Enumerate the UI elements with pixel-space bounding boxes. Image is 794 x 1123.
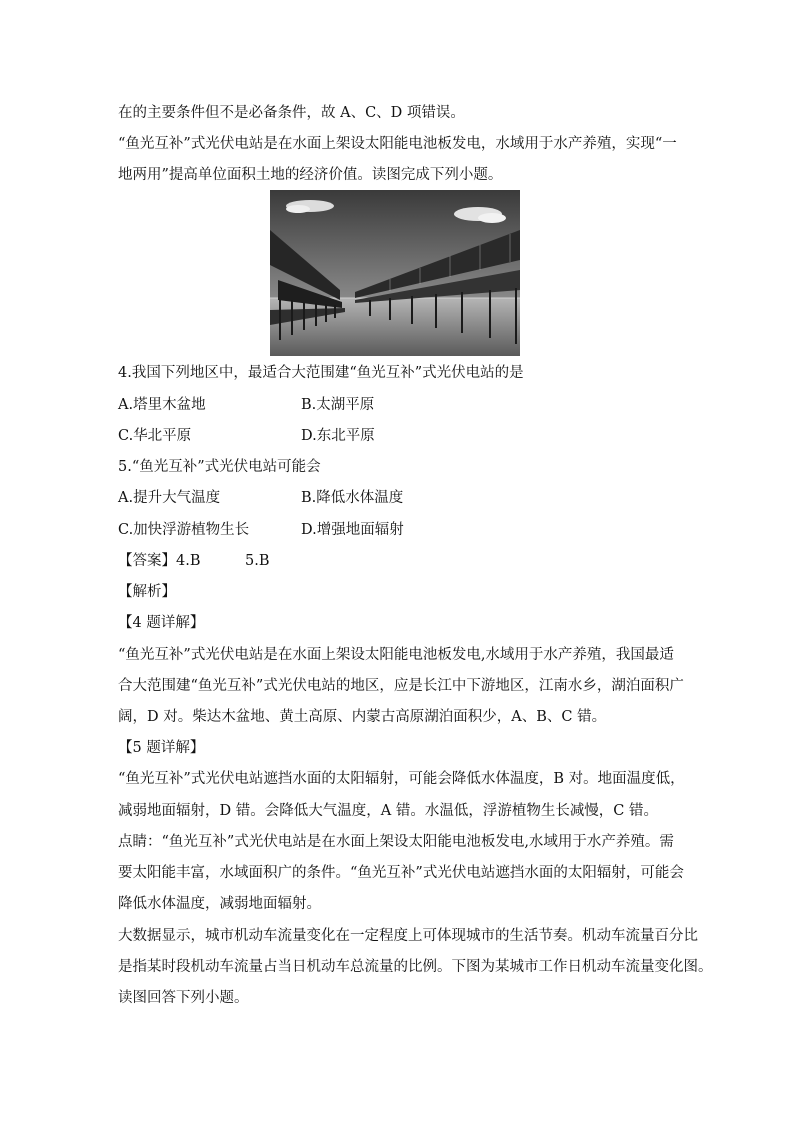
detail-5-line: 减弱地面辐射，D 错。会降低大气温度，A 错。水温低，浮游植物生长减慢，C 错。 — [118, 803, 659, 819]
question-4-option-c: C.华北平原 — [118, 428, 192, 444]
question-4-option-a: A.塔里木盆地 — [118, 397, 206, 413]
detail-4-line: “鱼光互补”式光伏电站是在水面上架设太阳能电池板发电,水域用于水产养殖，我国最适 — [118, 647, 674, 663]
detail-4-line: 合大范围建“鱼光互补”式光伏电站的地区，应是长江中下游地区，江南水乡，湖泊面积广 — [118, 678, 684, 694]
text-line: “鱼光互补”式光伏电站是在水面上架设太阳能电池板发电，水域用于水产养殖，实现“一 — [118, 136, 677, 152]
question-5-option-a: A.提升大气温度 — [118, 490, 221, 506]
question-4-option-b: B.太湖平原 — [301, 397, 375, 413]
question-5-option-d: D.增强地面辐射 — [301, 522, 404, 538]
comment-line: 要太阳能丰富，水域面积广的条件。“鱼光互补”式光伏电站遮挡水面的太阳辐射，可能会 — [118, 865, 684, 881]
question-5-option-b: B.降低水体温度 — [301, 490, 404, 506]
detail-4-heading: 【4 题详解】 — [118, 615, 205, 631]
comment-line: 降低水体温度，减弱地面辐射。 — [118, 896, 321, 912]
answer-label: 【答案】4.B — [118, 553, 201, 569]
question-4-option-d: D.东北平原 — [301, 428, 375, 444]
intro-line: 是指某时段机动车流量占当日机动车总流量的比例。下图为某城市工作日机动车流量变化图。 — [118, 959, 713, 975]
detail-5-heading: 【5 题详解】 — [118, 740, 205, 756]
intro-line: 大数据显示，城市机动车流量变化在一定程度上可体现城市的生活节奏。机动车流量百分比 — [118, 928, 698, 944]
question-4-stem: 4.我国下列地区中，最适合大范围建“鱼光互补”式光伏电站的是 — [118, 365, 524, 381]
question-5-stem: 5.“鱼光互补”式光伏电站可能会 — [118, 459, 321, 475]
text-line: 地两用”提高单位面积土地的经济价值。读图完成下列小题。 — [118, 167, 503, 183]
comment-line: 点睛：“鱼光互补”式光伏电站是在水面上架设太阳能电池板发电,水域用于水产养殖。需 — [118, 834, 674, 850]
detail-5-line: “鱼光互补”式光伏电站遮挡水面的太阳辐射，可能会降低水体温度，B 对。地面温度低， — [118, 771, 685, 787]
intro-line: 读图回答下列小题。 — [118, 990, 249, 1006]
analysis-heading: 【解析】 — [118, 584, 176, 600]
answer-5: 5.B — [245, 553, 270, 569]
solar-farm-photo — [270, 190, 520, 356]
detail-4-line: 阔，D 对。柴达木盆地、黄土高原、内蒙古高原湖泊面积少，A、B、C 错。 — [118, 709, 607, 725]
question-5-option-c: C.加快浮游植物生长 — [118, 522, 250, 538]
text-line: 在的主要条件但不是必备条件，故 A、C、D 项错误。 — [118, 105, 465, 121]
